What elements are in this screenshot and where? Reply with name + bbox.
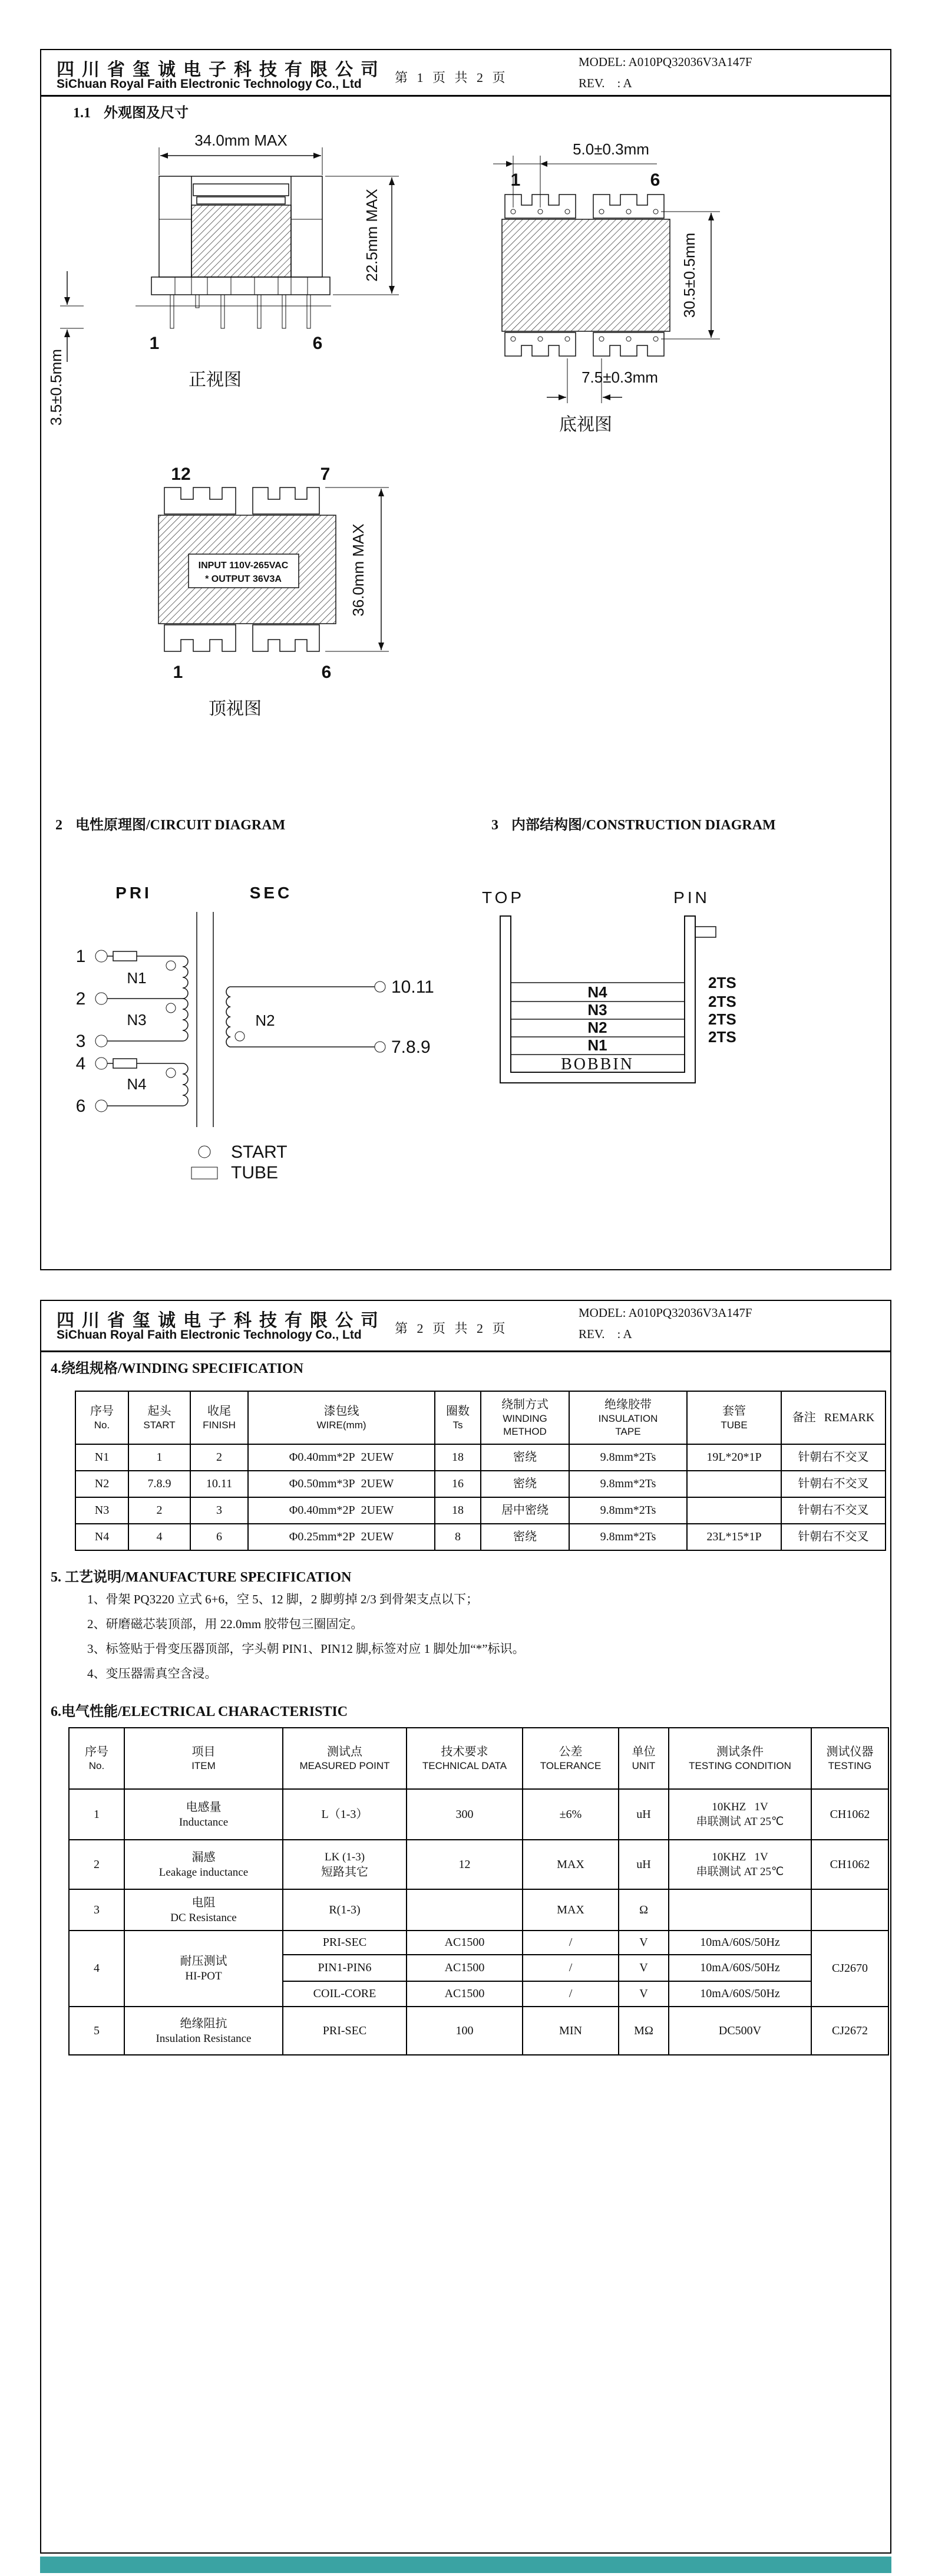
construction-top-label: TOP bbox=[481, 888, 525, 907]
layer-n3: N3 bbox=[587, 1001, 607, 1019]
cell-tube bbox=[687, 1497, 781, 1524]
col-finish: 收尾 FINISH bbox=[190, 1391, 248, 1444]
cell-finish: 2 bbox=[190, 1444, 248, 1471]
winding-table bbox=[75, 1391, 886, 1551]
cell-no: N2 bbox=[75, 1471, 128, 1497]
cell-data: 12 bbox=[407, 1840, 523, 1889]
winding-n2-label: N2 bbox=[255, 1012, 275, 1029]
section-electrical-title: 6.电气性能/ELECTRICAL CHARACTERISTIC bbox=[51, 1704, 348, 1719]
cell-data: 300 bbox=[407, 1789, 523, 1840]
cell-no: 1 bbox=[69, 1789, 124, 1840]
cell-unit: uH bbox=[619, 1840, 669, 1889]
electrical-row-insulation bbox=[69, 2007, 888, 2055]
pri-label: PRI bbox=[115, 884, 152, 902]
front-dim-standoff: 3.5±0.5mm bbox=[47, 349, 65, 426]
cell-tube: 19L*20*1P bbox=[687, 1444, 781, 1471]
cell-remark: 针朝右不交叉 bbox=[781, 1524, 886, 1550]
cell-testing: CH1062 bbox=[811, 1789, 888, 1840]
cell-testing bbox=[811, 1889, 888, 1931]
circuit-pin-4: 4 bbox=[75, 1054, 86, 1073]
page-number: 第 2 页 共 2 页 bbox=[395, 1321, 508, 1336]
cell-no: 5 bbox=[69, 2007, 124, 2055]
cell-tolerance: MAX bbox=[523, 1840, 619, 1889]
winding-n3-label: N3 bbox=[127, 1011, 147, 1029]
front-view-label: 正视图 bbox=[189, 370, 242, 390]
cell-remark: 针朝右不交叉 bbox=[781, 1471, 886, 1497]
bottom-dim-height: 30.5±0.5mm bbox=[680, 232, 698, 318]
top-pin-1: 1 bbox=[173, 663, 183, 682]
cell-condition: 10mA/60S/50Hz bbox=[669, 1931, 811, 1955]
cell-no: 2 bbox=[69, 1840, 124, 1889]
cell-method: 密绕 bbox=[481, 1524, 569, 1550]
top-view-label: 顶视图 bbox=[209, 699, 262, 719]
page-2 bbox=[40, 1300, 891, 2554]
front-pin-1: 1 bbox=[149, 334, 160, 353]
start-dot-icon bbox=[166, 1068, 176, 1078]
col-start: 起头 START bbox=[128, 1391, 190, 1444]
bobbin-pin-stub bbox=[695, 927, 716, 937]
cell-tolerance: MAX bbox=[523, 1889, 619, 1931]
col-method: 绕制方式 WINDING METHOD bbox=[481, 1391, 569, 1444]
col-item: 项目 ITEM bbox=[124, 1728, 283, 1789]
revision: REV. : A bbox=[579, 76, 632, 90]
col-measured-point: 测试点 MEASURED POINT bbox=[283, 1728, 407, 1789]
page-1 bbox=[40, 49, 891, 1270]
cell-ts: 16 bbox=[435, 1471, 481, 1497]
cell-no: N4 bbox=[75, 1524, 128, 1550]
cell-start: 4 bbox=[128, 1524, 190, 1550]
cell-tolerance: MIN bbox=[523, 2007, 619, 2055]
cell-item: 电感量 Inductance bbox=[124, 1789, 283, 1840]
company-name-cn: 四川省玺诚电子科技有限公司 bbox=[57, 1311, 386, 1330]
cell-tolerance: / bbox=[523, 1931, 619, 1955]
electrical-table bbox=[68, 1727, 889, 2055]
start-dot-icon bbox=[166, 961, 176, 970]
col-technical-data: 技术要求 TECHNICAL DATA bbox=[407, 1728, 523, 1789]
col-testing-condition: 测试条件 TESTING CONDITION bbox=[669, 1728, 811, 1789]
sec-pins-bottom: 7.8.9 bbox=[391, 1037, 431, 1057]
winding-n1-label: N1 bbox=[127, 969, 147, 987]
cell-condition: 10mA/60S/50Hz bbox=[669, 1981, 811, 2007]
cell-no: 3 bbox=[69, 1889, 124, 1931]
bottom-pin-6: 6 bbox=[650, 170, 660, 190]
legend-tube-label: TUBE bbox=[231, 1163, 279, 1182]
cell-tape: 9.8mm*2Ts bbox=[569, 1524, 687, 1550]
legend-start-label: START bbox=[231, 1142, 288, 1162]
start-dot-icon bbox=[166, 1003, 176, 1013]
cell-point: PRI-SEC bbox=[283, 1931, 407, 1955]
cell-remark: 针朝右不交叉 bbox=[781, 1444, 886, 1471]
front-dim-width: 34.0mm MAX bbox=[194, 131, 288, 149]
footer-accent-bar bbox=[40, 2557, 891, 2573]
tube-sleeve-icon bbox=[113, 951, 137, 961]
construction-pin-label: PIN bbox=[673, 888, 710, 907]
tape-2ts-3: 2TS bbox=[708, 1010, 736, 1028]
marking-input: INPUT 110V-265VAC bbox=[198, 561, 289, 571]
cell-testing: CJ2672 bbox=[811, 2007, 888, 2055]
section-outline-title: 1.1 外观图及尺寸 bbox=[73, 106, 189, 121]
revision: REV. : A bbox=[579, 1327, 632, 1341]
cell-method: 居中密绕 bbox=[481, 1497, 569, 1524]
cell-point: R(1-3) bbox=[283, 1889, 407, 1931]
cell-point: COIL-CORE bbox=[283, 1981, 407, 2007]
section-construction-title: 3 内部结构图/CONSTRUCTION DIAGRAM bbox=[491, 818, 776, 833]
manufacture-note-1: 1、骨架 PQ3220 立式 6+6，空 5、12 脚，2 脚剪掉 2/3 到骨架支点以下； bbox=[87, 1592, 479, 1606]
cell-wire: Φ0.50mm*3P 2UEW bbox=[248, 1471, 435, 1497]
cell-unit: uH bbox=[619, 1789, 669, 1840]
cell-finish: 6 bbox=[190, 1524, 248, 1550]
cell-tolerance: / bbox=[523, 1981, 619, 2007]
col-wire: 漆包线 WIRE(mm) bbox=[248, 1391, 435, 1444]
circuit-pin-2: 2 bbox=[75, 989, 86, 1009]
circuit-pin-1: 1 bbox=[75, 947, 86, 966]
cell-remark: 针朝右不交叉 bbox=[781, 1497, 886, 1524]
company-name-cn: 四川省玺诚电子科技有限公司 bbox=[57, 60, 386, 80]
col-no: 序号 No. bbox=[69, 1728, 124, 1789]
cell-point: LK (1-3) 短路其它 bbox=[283, 1840, 407, 1889]
cell-condition: 10KHZ 1V 串联测试 AT 25℃ bbox=[669, 1789, 811, 1840]
cell-data: 100 bbox=[407, 2007, 523, 2055]
col-testing: 测试仪器 TESTING bbox=[811, 1728, 888, 1789]
electrical-header-row bbox=[69, 1728, 888, 1789]
cell-tube: 23L*15*1P bbox=[687, 1524, 781, 1550]
header-rule bbox=[41, 95, 890, 97]
bottom-pin-1: 1 bbox=[510, 170, 521, 190]
cell-ts: 18 bbox=[435, 1444, 481, 1471]
cell-tape: 9.8mm*2Ts bbox=[569, 1444, 687, 1471]
tape-2ts-1: 2TS bbox=[708, 974, 736, 991]
cell-start: 2 bbox=[128, 1497, 190, 1524]
manufacture-note-3: 3、标签贴于骨变压器顶部，字头朝 PIN1、PIN12 脚,标签对应 1 脚处加“*”标识。 bbox=[87, 1642, 525, 1656]
cell-tube bbox=[687, 1471, 781, 1497]
company-name-en: SiChuan Royal Faith Electronic Technology Co., Ltd bbox=[57, 1328, 362, 1342]
circuit-pin-6: 6 bbox=[75, 1096, 86, 1116]
cell-unit: Ω bbox=[619, 1889, 669, 1931]
bottom-view-drawing bbox=[490, 125, 844, 443]
model-number: MODEL: A010PQ32036V3A147F bbox=[579, 1306, 752, 1320]
winding-row-n1 bbox=[75, 1444, 886, 1471]
section-winding-title: 4.绕组规格/WINDING SPECIFICATION bbox=[51, 1361, 303, 1376]
cell-wire: Φ0.25mm*2P 2UEW bbox=[248, 1524, 435, 1550]
manufacture-notes bbox=[87, 1591, 525, 1690]
cell-testing: CH1062 bbox=[811, 1840, 888, 1889]
cell-point: L（1-3） bbox=[283, 1789, 407, 1840]
cell-no: N3 bbox=[75, 1497, 128, 1524]
tape-2ts-2: 2TS bbox=[708, 993, 736, 1010]
construction-diagram bbox=[473, 879, 873, 1115]
cell-data: AC1500 bbox=[407, 1981, 523, 2007]
cell-data bbox=[407, 1889, 523, 1931]
cell-point: PRI-SEC bbox=[283, 2007, 407, 2055]
cell-item: 耐压测试 HI-POT bbox=[124, 1931, 283, 2007]
front-dim-height: 22.5mm MAX bbox=[363, 189, 381, 282]
winding-row-n2 bbox=[75, 1471, 886, 1497]
legend-start-icon bbox=[199, 1146, 210, 1158]
cell-ts: 18 bbox=[435, 1497, 481, 1524]
cell-point: PIN1-PIN6 bbox=[283, 1955, 407, 1981]
cell-method: 密绕 bbox=[481, 1471, 569, 1497]
cell-item: 绝缘阻抗 Insulation Resistance bbox=[124, 2007, 283, 2055]
cell-start: 1 bbox=[128, 1444, 190, 1471]
manufacture-note-2: 2、研磨磁芯装顶部，用 22.0mm 胶带包三圈固定。 bbox=[87, 1617, 364, 1631]
cell-unit: MΩ bbox=[619, 2007, 669, 2055]
front-view-drawing bbox=[48, 119, 414, 426]
cell-tape: 9.8mm*2Ts bbox=[569, 1471, 687, 1497]
cell-condition: 10KHZ 1V 串联测试 AT 25℃ bbox=[669, 1840, 811, 1889]
cell-no: 4 bbox=[69, 1931, 124, 2007]
bottom-dim-pitch-bottom: 7.5±0.3mm bbox=[582, 368, 658, 386]
col-tolerance: 公差 TOLERANCE bbox=[523, 1728, 619, 1789]
bottom-view-label: 底视图 bbox=[559, 415, 612, 434]
cell-condition: DC500V bbox=[669, 2007, 811, 2055]
front-pin-6: 6 bbox=[312, 334, 323, 353]
bobbin-label: BOBBIN bbox=[561, 1055, 634, 1073]
cell-tolerance: ±6% bbox=[523, 1789, 619, 1840]
cell-unit: V bbox=[619, 1981, 669, 2007]
cell-tape: 9.8mm*2Ts bbox=[569, 1497, 687, 1524]
section-manufacture-title: 5. 工艺说明/MANUFACTURE SPECIFICATION bbox=[51, 1570, 352, 1585]
top-view-drawing bbox=[148, 461, 478, 738]
cell-start: 7.8.9 bbox=[128, 1471, 190, 1497]
cell-tolerance: / bbox=[523, 1955, 619, 1981]
model-number: MODEL: A010PQ32036V3A147F bbox=[579, 55, 752, 69]
cell-finish: 10.11 bbox=[190, 1471, 248, 1497]
cell-data: AC1500 bbox=[407, 1955, 523, 1981]
layer-n2: N2 bbox=[587, 1019, 607, 1036]
top-pin-6: 6 bbox=[321, 663, 332, 682]
col-tube: 套管 TUBE bbox=[687, 1391, 781, 1444]
electrical-row-inductance bbox=[69, 1789, 888, 1840]
winding-row-n3 bbox=[75, 1497, 886, 1524]
sec-pins-top: 10.11 bbox=[391, 977, 434, 997]
top-dim-length: 36.0mm MAX bbox=[349, 523, 367, 617]
manufacture-note-4: 4、变压器需真空含浸。 bbox=[87, 1666, 217, 1681]
cell-data: AC1500 bbox=[407, 1931, 523, 1955]
page-number: 第 1 页 共 2 页 bbox=[395, 70, 508, 85]
cell-wire: Φ0.40mm*2P 2UEW bbox=[248, 1444, 435, 1471]
section-number: 1.1 bbox=[73, 106, 91, 121]
cell-no: N1 bbox=[75, 1444, 128, 1471]
col-no: 序号 No. bbox=[75, 1391, 128, 1444]
bottom-dim-pitch-top: 5.0±0.3mm bbox=[573, 140, 649, 158]
col-ts: 圈数 Ts bbox=[435, 1391, 481, 1444]
circuit-diagram bbox=[54, 879, 467, 1210]
electrical-row-hipot-1 bbox=[69, 1931, 888, 1955]
cell-condition: 10mA/60S/50Hz bbox=[669, 1955, 811, 1981]
layer-n4: N4 bbox=[587, 983, 607, 1001]
tape-2ts-4: 2TS bbox=[708, 1028, 736, 1046]
electrical-row-leakage bbox=[69, 1840, 888, 1889]
circuit-pin-3: 3 bbox=[75, 1032, 86, 1051]
col-unit: 单位 UNIT bbox=[619, 1728, 669, 1789]
cell-unit: V bbox=[619, 1931, 669, 1955]
electrical-row-dc-resistance bbox=[69, 1889, 888, 1931]
cell-testing: CJ2670 bbox=[811, 1931, 888, 2007]
winding-header-row bbox=[75, 1391, 886, 1444]
cell-condition bbox=[669, 1889, 811, 1931]
cell-unit: V bbox=[619, 1955, 669, 1981]
start-dot-icon bbox=[235, 1032, 245, 1041]
winding-n4-label: N4 bbox=[127, 1075, 147, 1093]
section-circuit-title: 2 电性原理图/CIRCUIT DIAGRAM bbox=[55, 818, 286, 833]
col-remark: 备注 REMARK bbox=[781, 1391, 886, 1444]
header-rule bbox=[41, 1350, 890, 1352]
winding-row-n4 bbox=[75, 1524, 886, 1550]
company-name-en: SiChuan Royal Faith Electronic Technology Co., Ltd bbox=[57, 77, 362, 91]
col-tape: 绝缘胶带 INSULATION TAPE bbox=[569, 1391, 687, 1444]
layer-n1: N1 bbox=[587, 1036, 607, 1054]
cell-wire: Φ0.40mm*2P 2UEW bbox=[248, 1497, 435, 1524]
cell-method: 密绕 bbox=[481, 1444, 569, 1471]
legend-tube-icon bbox=[191, 1167, 217, 1179]
cell-item: 漏感 Leakage inductance bbox=[124, 1840, 283, 1889]
sec-label: SEC bbox=[249, 884, 293, 902]
tube-sleeve-icon bbox=[113, 1059, 137, 1068]
cell-ts: 8 bbox=[435, 1524, 481, 1550]
cell-finish: 3 bbox=[190, 1497, 248, 1524]
top-pin-12: 12 bbox=[171, 465, 191, 484]
marking-output: * OUTPUT 36V3A bbox=[205, 574, 282, 584]
top-pin-7: 7 bbox=[320, 465, 331, 484]
cell-item: 电阻 DC Resistance bbox=[124, 1889, 283, 1931]
